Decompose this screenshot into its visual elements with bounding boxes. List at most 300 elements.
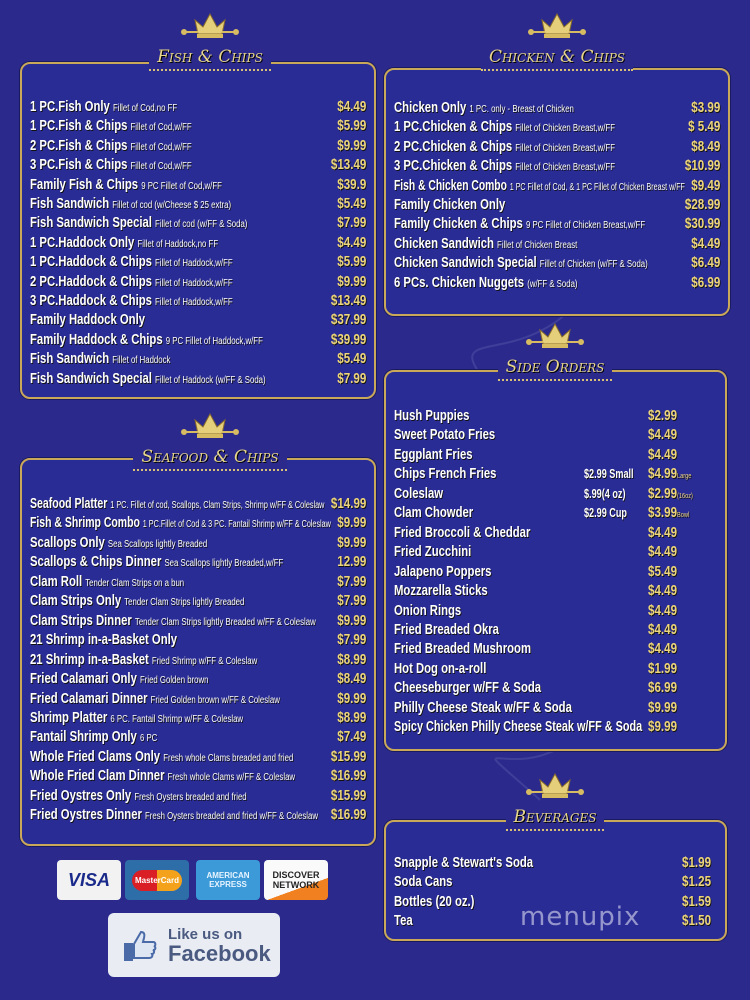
item-name-group xyxy=(394,661,486,677)
item-description: 9 PC Fillet of Haddock,w/FF xyxy=(165,335,263,347)
item-price-group xyxy=(685,158,720,174)
item-description: Sea Scallops lightly Breaded xyxy=(107,538,208,550)
item-price: $7.99 xyxy=(336,215,366,232)
menu-item xyxy=(394,622,717,641)
menu-item xyxy=(30,157,366,176)
menu-item xyxy=(394,564,717,583)
item-price-group xyxy=(648,622,677,638)
item-name: Fish & Chicken Combo xyxy=(394,177,507,194)
item-price-group xyxy=(688,119,720,135)
item-description: Fillet of Cod,no FF xyxy=(112,103,178,114)
item-price-group xyxy=(331,312,366,328)
item-name: Fried Oystres Dinner xyxy=(30,807,142,824)
item-price: $6.99 xyxy=(690,274,720,291)
item-name-group xyxy=(394,119,615,135)
item-description: 1 PC.Fillet of Cod & 3 PC. Fantail Shrimp w/FF & Coleslaw xyxy=(142,519,331,531)
menu-item xyxy=(30,371,366,390)
item-name: 21 Shrimp in-a-Basket xyxy=(30,651,149,668)
item-name: Clam Strips Only xyxy=(30,593,122,610)
menu-item xyxy=(30,671,366,690)
item-name-group xyxy=(394,622,499,638)
menu-item xyxy=(394,486,717,505)
item-name-group xyxy=(394,466,496,482)
item-description: Fried Shrimp w/FF & Coleslaw xyxy=(151,655,258,667)
item-description: 6 PC xyxy=(139,733,158,745)
item-name: 1 PC.Haddock Only xyxy=(30,234,135,251)
item-price: $1.99 xyxy=(648,660,678,677)
item-price: $14.99 xyxy=(330,496,366,512)
item-price-group xyxy=(685,197,720,213)
menu-item xyxy=(394,719,717,738)
item-name: Clam Strips Dinner xyxy=(30,612,132,629)
menu-item xyxy=(394,197,720,216)
item-name-group xyxy=(30,729,157,745)
item-description: Tender Clam Strips lightly Breaded xyxy=(124,597,245,609)
item-name: Spicy Chicken Philly Cheese Steak w/FF & Soda xyxy=(394,719,643,736)
item-name: Fish Sandwich xyxy=(30,351,110,368)
menu-item xyxy=(30,574,366,593)
item-name: 1 PC.Chicken & Chips xyxy=(394,119,513,136)
item-name-group xyxy=(394,641,531,657)
item-description: 1 PC Fillet of Cod, & 1 PC Fillet of Chicken Breast w/FF xyxy=(509,181,685,193)
item-name: Fried Oystres Only xyxy=(30,787,132,804)
item-name-group xyxy=(394,216,645,232)
facebook-line1: Like us on xyxy=(168,925,243,943)
menu-item xyxy=(30,118,366,137)
item-name: Clam Roll xyxy=(30,573,83,590)
item-name-group xyxy=(394,525,530,541)
item-name-group xyxy=(394,913,413,929)
item-name-group xyxy=(30,496,324,512)
menu-item xyxy=(30,613,366,632)
item-name: Hush Puppies xyxy=(394,408,470,424)
item-name: Mozzarella Sticks xyxy=(394,583,488,600)
item-price-group xyxy=(648,408,677,424)
menu-item xyxy=(394,408,717,427)
item-name: 3 PC.Fish & Chips xyxy=(30,157,128,174)
item-price-group xyxy=(648,525,677,541)
item-description: Fillet of Haddock (w/FF & Soda) xyxy=(155,374,266,386)
item-price-group xyxy=(337,99,366,115)
menu-item xyxy=(30,593,366,612)
item-name: Family Haddock & Chips xyxy=(30,331,163,348)
item-price: $1.25 xyxy=(682,874,712,891)
item-price: $4.49 xyxy=(648,544,678,561)
item-price: $8.99 xyxy=(336,651,366,668)
item-name: Fried Calamari Dinner xyxy=(30,690,148,707)
menu-item xyxy=(30,215,366,234)
item-price: $6.99 xyxy=(648,680,678,697)
item-price-group xyxy=(337,118,366,134)
item-name-group xyxy=(394,447,473,463)
item-price: $7.99 xyxy=(336,632,366,649)
item-name: Fish Sandwich xyxy=(30,196,110,212)
item-price: $9.99 xyxy=(336,690,366,707)
menu-item xyxy=(30,177,366,196)
item-price: $15.99 xyxy=(330,787,366,804)
item-size: Bowl xyxy=(677,512,690,520)
item-price: $13.49 xyxy=(330,157,366,174)
item-description: Fillet of cod (w/Cheese $ 25 extra) xyxy=(112,200,232,211)
item-price-group xyxy=(331,788,366,804)
menu-item xyxy=(394,874,717,893)
item-name: Onion Rings xyxy=(394,602,462,619)
item-price-group xyxy=(337,351,366,367)
item-name-group xyxy=(394,680,541,696)
item-small-price: $2.99 Cup xyxy=(584,505,627,521)
menu-item xyxy=(30,312,366,331)
item-name-group xyxy=(394,894,474,910)
menu-item xyxy=(394,275,720,294)
item-description: (w/FF & Soda) xyxy=(527,278,578,290)
item-name-group xyxy=(30,99,177,115)
item-name-group xyxy=(30,177,222,193)
item-name: Hot Dog on-a-roll xyxy=(394,660,487,677)
item-price: $28.99 xyxy=(684,197,720,213)
item-price: $8.99 xyxy=(336,709,366,726)
item-name-group xyxy=(394,603,461,619)
item-name: Family Fish & Chips xyxy=(30,176,139,193)
item-name: Whole Fried Clams Only xyxy=(30,748,161,765)
menu-item xyxy=(394,661,717,680)
item-name: Fish & Shrimp Combo xyxy=(30,515,140,532)
item-price-group xyxy=(337,729,366,745)
item-price: $15.99 xyxy=(330,748,366,765)
item-name: Fantail Shrimp Only xyxy=(30,729,137,746)
item-price: $1.50 xyxy=(682,913,712,930)
item-description: Fillet of Chicken Breast xyxy=(497,239,578,251)
item-price: $4.49 xyxy=(648,427,678,444)
item-name-group xyxy=(394,178,685,194)
item-name: 2 PC.Haddock & Chips xyxy=(30,273,152,290)
item-name: Whole Fried Clam Dinner xyxy=(30,768,165,785)
menu-item xyxy=(30,351,366,370)
menu-item xyxy=(394,216,720,235)
menu-item xyxy=(394,855,717,874)
item-price: $4.49 xyxy=(336,99,366,115)
item-price: $9.99 xyxy=(336,534,366,551)
item-price: $5.49 xyxy=(336,351,366,368)
item-price: $7.49 xyxy=(336,729,366,746)
mastercard-label: MasterCard xyxy=(132,870,182,891)
item-description: Fillet of Haddock xyxy=(112,355,171,367)
item-price-group xyxy=(682,874,711,890)
item-name-group xyxy=(30,351,170,367)
item-price-group xyxy=(648,447,677,463)
item-description: 9 PC Fillet of Cod,w/FF xyxy=(141,180,222,192)
item-name: Scallops & Chips Dinner xyxy=(30,554,162,571)
menu-item xyxy=(30,496,366,515)
item-name-group xyxy=(394,564,491,580)
item-price-group xyxy=(331,768,366,784)
menu-item xyxy=(30,332,366,351)
item-price: $3.99 xyxy=(648,505,678,522)
item-price: $3.99 xyxy=(690,100,720,116)
item-price-group xyxy=(331,749,366,765)
item-name-group xyxy=(30,196,231,212)
item-price: $9.99 xyxy=(648,699,678,716)
item-description: Fillet of Haddock,no FF xyxy=(137,238,219,250)
item-name: Fried Breaded Mushroom xyxy=(394,641,531,658)
section-title-beverages xyxy=(455,768,655,831)
item-price-group xyxy=(648,544,677,560)
item-price-group xyxy=(691,178,720,194)
item-price-group xyxy=(337,254,366,270)
item-price-group xyxy=(691,236,720,252)
item-description: Tender Clam Strips lightly Breaded w/FF & Coleslaw xyxy=(134,616,316,628)
crown-icon xyxy=(455,318,655,357)
item-price: $8.49 xyxy=(336,671,366,688)
item-price: $4.49 xyxy=(336,234,366,251)
item-name: Soda Cans xyxy=(394,874,453,891)
menu-item xyxy=(394,427,717,446)
mastercard-icon xyxy=(125,860,189,900)
item-price: $4.99 xyxy=(648,466,678,483)
item-price-group xyxy=(337,274,366,290)
item-name: Clam Chowder xyxy=(394,505,474,522)
item-price-group xyxy=(337,652,366,668)
item-price-group xyxy=(682,855,711,871)
item-price: $7.99 xyxy=(336,573,366,590)
item-name-group xyxy=(394,427,495,443)
item-name-group xyxy=(394,855,533,871)
item-name: Family Chicken & Chips xyxy=(394,216,523,233)
menu-item xyxy=(394,603,717,622)
item-name: Philly Cheese Steak w/FF & Soda xyxy=(394,699,572,716)
item-price: $16.99 xyxy=(330,768,366,785)
item-name: Shrimp Platter xyxy=(30,709,108,726)
item-price-group xyxy=(331,157,366,173)
item-price-group xyxy=(648,583,677,599)
menu-item xyxy=(30,632,366,651)
item-name-group xyxy=(30,554,283,570)
item-name-group xyxy=(394,486,443,502)
item-name: 21 Shrimp in-a-Basket Only xyxy=(30,632,178,649)
item-name-group xyxy=(394,408,469,424)
item-price: $30.99 xyxy=(684,216,720,233)
item-name-group xyxy=(394,275,578,291)
item-price-group xyxy=(337,215,366,231)
item-description: 1 PC. only - Breast of Chicken xyxy=(469,104,574,115)
discover-card-icon: DISCOVER NETWORK xyxy=(264,860,328,900)
item-name: Eggplant Fries xyxy=(394,446,473,463)
item-price-group xyxy=(337,138,366,154)
item-name-group xyxy=(394,544,471,560)
item-price: $9.99 xyxy=(336,273,366,290)
item-name: Family Haddock Only xyxy=(30,312,146,329)
item-price: $16.99 xyxy=(330,807,366,824)
item-description: Fillet of Chicken (w/FF & Soda) xyxy=(539,259,648,271)
item-price-group xyxy=(337,632,366,648)
visa-card-icon: VISA xyxy=(57,860,121,900)
menu-item xyxy=(30,99,366,118)
item-name: 1 PC.Fish & Chips xyxy=(30,118,128,135)
item-name: 2 PC.Fish & Chips xyxy=(30,137,128,154)
menu-item xyxy=(30,788,366,807)
item-price-group xyxy=(337,554,366,570)
item-price-group xyxy=(337,613,366,629)
item-price-group xyxy=(691,275,720,291)
item-price-group xyxy=(331,332,366,348)
menu-item xyxy=(30,138,366,157)
menu-item xyxy=(394,119,720,138)
item-name-group xyxy=(30,632,177,648)
item-name-group xyxy=(30,157,192,173)
item-price: $4.49 xyxy=(648,583,678,600)
item-price-group xyxy=(337,371,366,387)
menu-item xyxy=(394,158,720,177)
item-price-group xyxy=(337,535,366,551)
item-price: $4.49 xyxy=(648,641,678,658)
item-description: Fillet of Chicken Breast,w/FF xyxy=(515,123,615,135)
thumbs-up-icon xyxy=(122,927,158,963)
item-name-group xyxy=(30,293,233,309)
item-name-group xyxy=(394,583,488,599)
menu-item xyxy=(30,235,366,254)
item-price: $5.49 xyxy=(648,563,678,580)
menu-item xyxy=(30,515,366,534)
item-name: 6 PCs. Chicken Nuggets xyxy=(394,274,525,291)
item-name-group xyxy=(30,254,233,270)
item-name-group xyxy=(30,535,207,551)
item-description: 9 PC Fillet of Chicken Breast,w/FF xyxy=(525,220,646,232)
item-price-group xyxy=(648,427,677,443)
item-price: $6.49 xyxy=(690,255,720,272)
item-name: Coleslaw xyxy=(394,485,444,502)
section-title-text: Beverages xyxy=(506,807,605,831)
item-name-group xyxy=(394,236,577,252)
item-price-group xyxy=(331,496,366,512)
item-price: $5.99 xyxy=(336,254,366,271)
facebook-like-button[interactable] xyxy=(108,913,280,977)
crown-icon xyxy=(110,408,310,447)
menu-item xyxy=(394,680,717,699)
item-price: $4.49 xyxy=(648,524,678,541)
item-name-group xyxy=(30,710,243,726)
menu-item xyxy=(394,544,717,563)
item-price: $1.99 xyxy=(682,855,712,871)
item-price: $37.99 xyxy=(330,312,366,329)
item-price-group xyxy=(648,700,677,716)
item-name: Chicken Sandwich Special xyxy=(394,255,537,272)
item-name: Fish Sandwich Special xyxy=(30,370,152,387)
item-name: Bottles (20 oz.) xyxy=(394,893,475,910)
menu-item xyxy=(30,274,366,293)
item-name-group xyxy=(30,235,218,251)
amex-card-icon: AMERICAN EXPRESS xyxy=(196,860,260,900)
item-price: $9.99 xyxy=(336,137,366,154)
item-description: Sea Scallops lightly Breaded,w/FF xyxy=(164,558,284,570)
item-name-group xyxy=(394,255,648,271)
item-name-group xyxy=(30,788,247,804)
item-name-group xyxy=(30,671,208,687)
menu-item xyxy=(30,535,366,554)
item-price: $4.49 xyxy=(648,446,678,463)
menu-item xyxy=(394,139,720,158)
item-name: Fried Broccoli & Cheddar xyxy=(394,524,531,541)
item-description: Fillet of Haddock,w/FF xyxy=(155,297,233,308)
item-price: $2.99 xyxy=(648,485,678,502)
menu-item xyxy=(394,505,717,524)
item-price-group xyxy=(682,894,711,910)
section-title-text: Fish & Chips xyxy=(149,47,271,71)
item-price-group xyxy=(337,574,366,590)
item-name-group xyxy=(30,215,247,231)
crown-icon xyxy=(457,8,657,47)
item-name-group xyxy=(30,691,280,707)
item-name: Fried Calamari Only xyxy=(30,671,137,688)
item-name-group xyxy=(30,274,233,290)
menu-item xyxy=(394,236,720,255)
item-price-group xyxy=(337,691,366,707)
item-description: Fresh Oysters breaded and fried w/FF & Coleslaw xyxy=(145,811,318,823)
item-description: Fillet of cod (w/FF & Soda) xyxy=(155,219,248,231)
item-name: Chicken Sandwich xyxy=(394,235,494,252)
item-price-group xyxy=(691,139,720,155)
item-name: Chicken Only xyxy=(394,100,467,116)
menu-item xyxy=(394,100,720,119)
menu-item xyxy=(394,583,717,602)
item-price-group xyxy=(648,466,691,482)
item-name-group xyxy=(30,332,263,348)
item-price-group xyxy=(691,100,720,116)
menu-item xyxy=(394,178,720,197)
item-price-group xyxy=(648,719,677,735)
item-price-group xyxy=(648,641,677,657)
menu-item xyxy=(394,641,717,660)
item-name: Seafood Platter xyxy=(30,496,108,512)
item-name-group xyxy=(30,749,293,765)
item-price: $39.99 xyxy=(330,331,366,348)
menu-item xyxy=(30,807,366,826)
item-description: Fried Golden brown w/FF & Coleslaw xyxy=(150,694,280,706)
item-price: $39.9 xyxy=(336,176,366,193)
item-description: 6 PC. Fantail Shrimp w/FF & Coleslaw xyxy=(110,713,244,725)
item-price: $13.49 xyxy=(330,293,366,309)
menu-item xyxy=(394,700,717,719)
menu-item xyxy=(30,554,366,573)
item-description: Fillet of Cod,w/FF xyxy=(130,141,192,153)
item-price: $9.99 xyxy=(336,515,366,532)
item-name-group xyxy=(30,574,184,590)
menu-item xyxy=(30,196,366,215)
item-price-group xyxy=(337,710,366,726)
item-description: Fillet of Cod,w/FF xyxy=(130,122,192,134)
menu-item xyxy=(30,729,366,748)
item-price: $10.99 xyxy=(684,158,720,175)
item-description: 1 PC. Fillet of cod, Scallops, Clam Strips, Shrimp w/FF & Coleslaw xyxy=(110,500,325,511)
item-name-group xyxy=(30,118,192,134)
item-price-group xyxy=(331,807,366,823)
item-price: $2.99 xyxy=(648,408,678,424)
menupix-watermark: menupix xyxy=(520,902,641,932)
item-name: Jalapeno Poppers xyxy=(394,563,492,580)
item-price: $ 5.49 xyxy=(687,119,720,136)
item-price-group xyxy=(685,216,720,232)
item-name: 2 PC.Chicken & Chips xyxy=(394,138,513,155)
menu-item xyxy=(30,293,366,312)
item-description: Tender Clam Strips on a bun xyxy=(85,577,185,589)
menu-item xyxy=(30,691,366,710)
item-description: Fresh whole Clams w/FF & Coleslaw xyxy=(167,772,296,784)
item-size: (16oz) xyxy=(677,492,693,500)
item-price: $5.99 xyxy=(336,118,366,135)
item-description: Fillet of Cod,w/FF xyxy=(130,161,192,173)
crown-icon xyxy=(110,8,310,47)
menu-item xyxy=(394,447,717,466)
item-name: Tea xyxy=(394,913,413,930)
menu-item xyxy=(30,254,366,273)
